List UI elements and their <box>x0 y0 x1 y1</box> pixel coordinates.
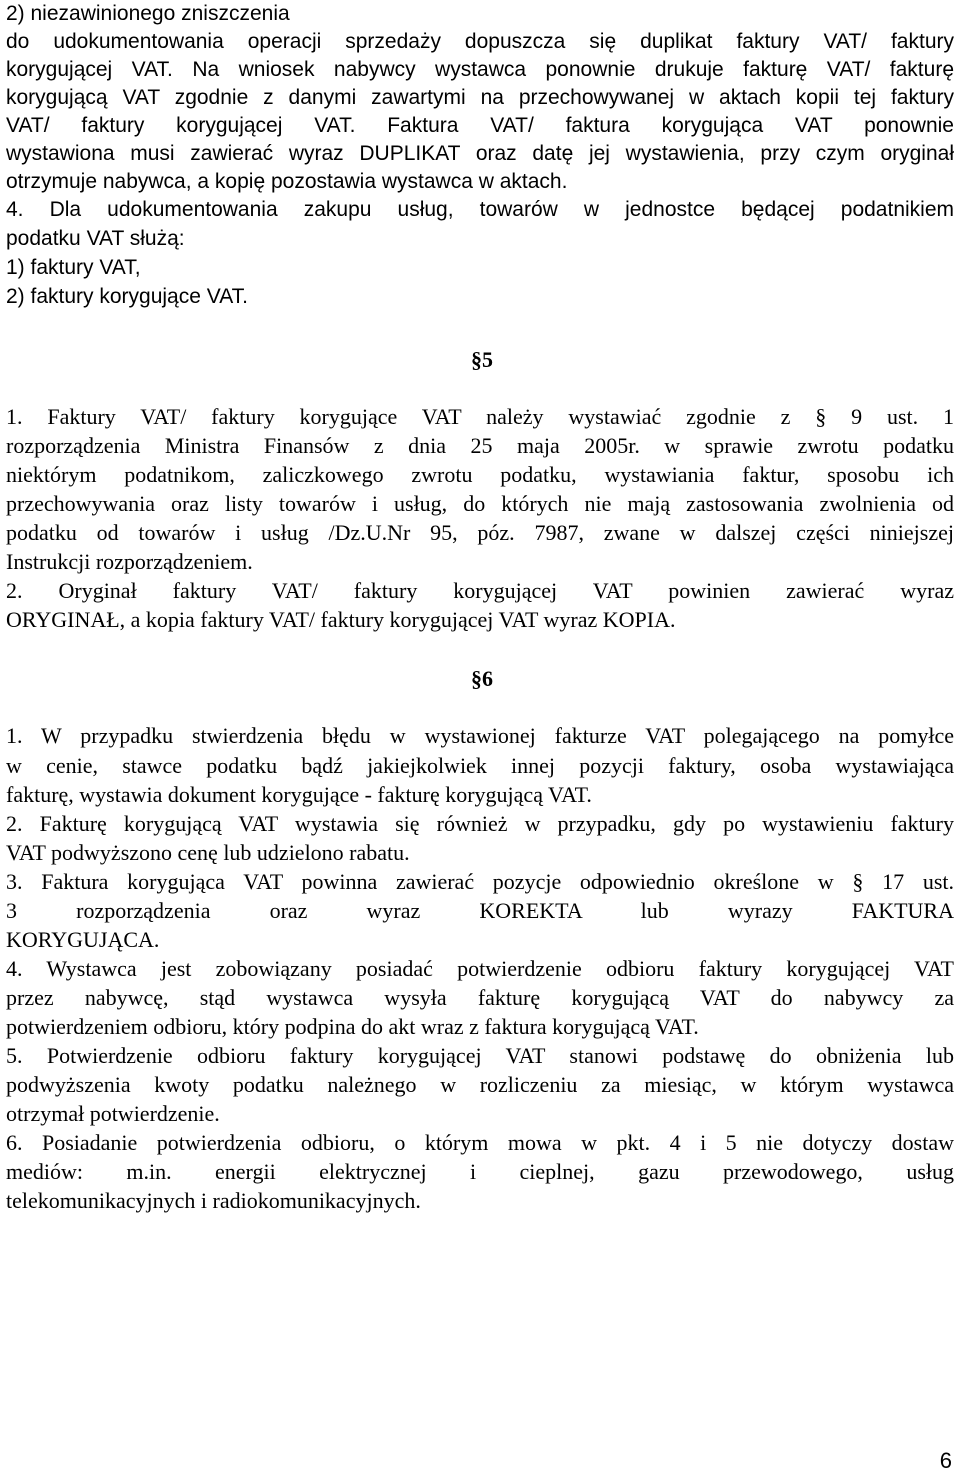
text-line: wystawiona musi zawierać wyraz DUPLIKAT oraz datę jej wystawienia, przy czym oryginał <box>6 142 954 165</box>
text-line: 1) faktury VAT, <box>6 256 141 279</box>
text-line: w cenie, stawce podatku bądź jakiejkolwiek innej pozycji faktury, osoba wystawiająca <box>6 753 954 778</box>
text-line: 5. Potwierdzenie odbioru faktury korygującej VAT stanowi podstawę do obniżenia lub <box>6 1043 954 1068</box>
text-line: do udokumentowania operacji sprzedaży dopuszcza się duplikat faktury VAT/ faktury <box>6 30 954 53</box>
text-line: mediów: m.in. energii elektrycznej i cieplnej, gazu przewodowego, usług <box>6 1159 954 1184</box>
text-line: podatku od towarów i usług /Dz.U.Nr 95, póz. 7987, zwane w dalszej części niniejszej <box>6 520 954 545</box>
text-line: 4. Dla udokumentowania zakupu usług, towarów w jednostce będącej podatnikiem <box>6 198 954 221</box>
text-line: 2. Oryginał faktury VAT/ faktury korygującej VAT powinien zawierać wyraz <box>6 578 954 603</box>
text-line: potwierdzeniem odbioru, który podpina do akt wraz z faktura korygującą VAT. <box>6 1014 699 1039</box>
text-line: 1. W przypadku stwierdzenia błędu w wystawionej fakturze VAT polegającego na pomyłce <box>6 723 954 748</box>
text-line: korygującej VAT. Na wniosek nabywcy wystawca ponownie drukuje fakturę VAT/ fakturę <box>6 58 954 81</box>
text-line: KORYGUJĄCA. <box>6 927 160 952</box>
text-line: 6. Posiadanie potwierdzenia odbioru, o którym mowa w pkt. 4 i 5 nie dotyczy dostaw <box>6 1130 954 1155</box>
text-line: 3. Faktura korygująca VAT powinna zawierać pozycje odpowiednio określone w § 17 ust. <box>6 869 954 894</box>
text-line: VAT/ faktury korygującej VAT. Faktura VAT/ faktura korygująca VAT ponownie <box>6 114 954 137</box>
text-line: rozporządzenia Ministra Finansów z dnia 25 maja 2005r. w sprawie zwrotu podatku <box>6 433 954 458</box>
text-line: ORYGINAŁ, a kopia faktury VAT/ faktury korygującej VAT wyraz KOPIA. <box>6 607 676 632</box>
text-line: 2) niezawinionego zniszczenia <box>6 2 290 25</box>
page-number: 6 <box>939 1448 952 1473</box>
text-line: podatku VAT służą: <box>6 227 185 250</box>
text-line: podwyższenia kwoty podatku należnego w rozliczeniu za miesiąc, w którym wystawca <box>6 1072 954 1097</box>
text-line: otrzymał potwierdzenie. <box>6 1101 220 1126</box>
text-line: 2) faktury korygujące VAT. <box>6 285 248 308</box>
text-line: VAT podwyższono cenę lub udzielono rabatu. <box>6 840 410 865</box>
text-line: telekomunikacyjnych i radiokomunikacyjnych. <box>6 1188 421 1213</box>
text-line: Instrukcji rozporządzeniem. <box>6 549 253 574</box>
text-line: przechowywania oraz listy towarów i usług, do których nie mają zastosowania zwolnienia od <box>6 491 954 516</box>
text-line: 1. Faktury VAT/ faktury korygujące VAT należy wystawiać zgodnie z § 9 ust. 1 <box>6 404 954 429</box>
text-line: 4. Wystawca jest zobowiązany posiadać potwierdzenie odbioru faktury korygującej VAT <box>6 956 954 981</box>
text-line: przez nabywcę, stąd wystawca wysyła fakturę korygującą VAT do nabywcy za <box>6 985 954 1010</box>
text-line: 3 rozporządzenia oraz wyraz KOREKTA lub wyrazy FAKTURA <box>6 898 954 923</box>
text-line: fakturę, wystawia dokument korygujące - fakturę korygującą VAT. <box>6 782 592 807</box>
text-line: korygującą VAT zgodnie z danymi zawartymi na przechowywanej w aktach kopii tej faktury <box>6 86 954 109</box>
text-line: 2. Fakturę korygującą VAT wystawia się również w przypadku, gdy po wystawieniu faktury <box>6 811 954 836</box>
section-heading-6: §6 <box>471 666 493 691</box>
section-heading-5: §5 <box>471 347 493 372</box>
text-line: otrzymuje nabywca, a kopię pozostawia wystawca w aktach. <box>6 170 568 193</box>
text-line: niektórym podatnikom, zaliczkowego zwrotu podatku, wystawiania faktur, sposobu ich <box>6 462 954 487</box>
